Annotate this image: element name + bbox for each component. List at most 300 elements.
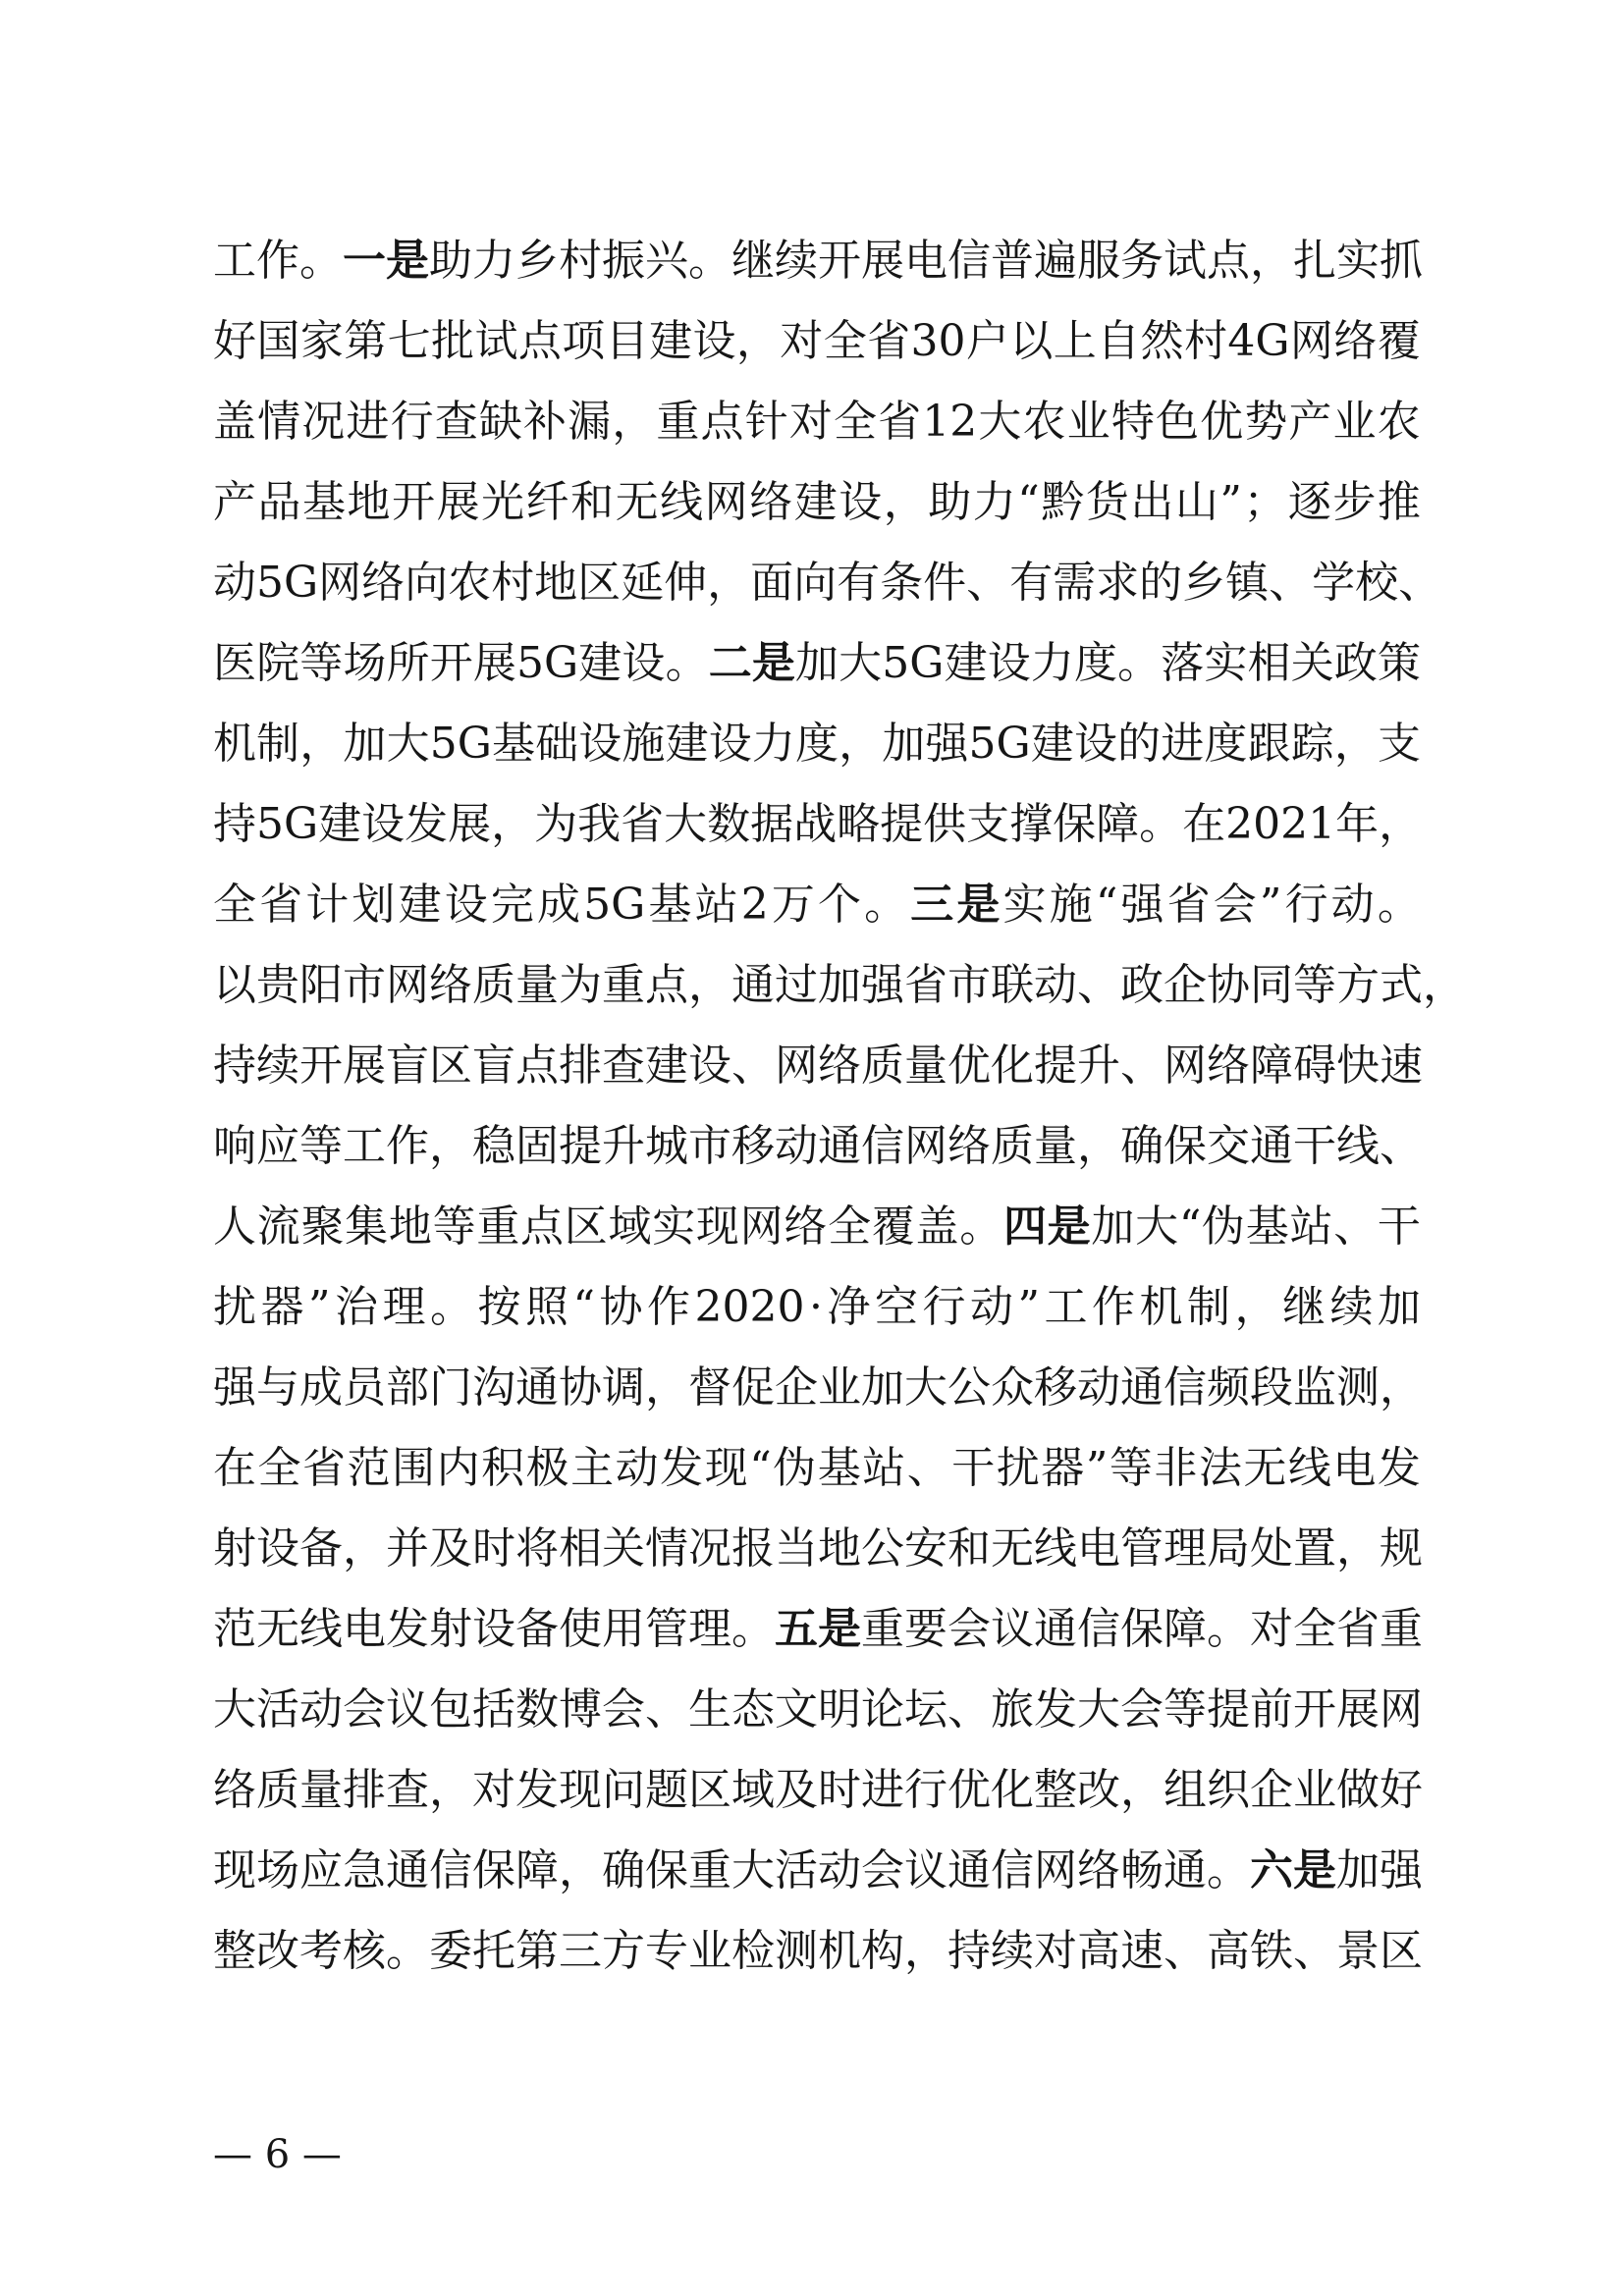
- text-char: 的: [1139, 558, 1183, 608]
- text-char: 基: [1245, 1201, 1289, 1252]
- text-char: 试: [1164, 236, 1207, 286]
- text-char: 障: [1164, 1604, 1207, 1654]
- text-char: 考: [299, 1926, 343, 1976]
- text-char: 遍: [1034, 236, 1077, 286]
- text-char: 动: [818, 1845, 861, 1896]
- text-char: 态: [731, 1684, 775, 1735]
- text-char: 地: [347, 477, 391, 527]
- text-char: 、: [906, 1443, 950, 1493]
- text-char: 政: [1333, 638, 1378, 688]
- text-char: 专: [645, 1926, 688, 1976]
- text-char: 。: [731, 1604, 775, 1654]
- text-char: 乡: [515, 236, 559, 286]
- text-char: 通: [515, 1362, 559, 1413]
- text-char: 七: [387, 316, 431, 366]
- text-char: 通: [1120, 1362, 1164, 1413]
- text-char: 动: [1077, 1362, 1120, 1413]
- text-char: 落: [1161, 638, 1205, 688]
- text-char: 优: [1200, 397, 1244, 447]
- text-char: 点: [520, 1201, 565, 1252]
- text-char: 户: [965, 316, 1009, 366]
- text-char: 业: [1293, 1765, 1336, 1815]
- text-char: 战: [793, 799, 838, 849]
- text-char: ”: [1259, 880, 1282, 930]
- text-char: 伸: [664, 558, 708, 608]
- text-char: 。: [1207, 1845, 1250, 1896]
- text-char: 构: [861, 1926, 904, 1976]
- text-char: 积: [481, 1443, 525, 1493]
- text-char: 制: [256, 719, 300, 769]
- text-char: 络: [947, 1121, 991, 1171]
- text-char: 大: [213, 1684, 256, 1735]
- text-char: ，: [343, 1523, 386, 1574]
- text-char: 质: [991, 1121, 1034, 1171]
- text-char: 确: [1120, 1121, 1164, 1171]
- text-char: 大: [1077, 1684, 1120, 1735]
- text-char: 检: [731, 1926, 775, 1976]
- text-char: 开: [392, 477, 436, 527]
- text-char: 域: [608, 1201, 652, 1252]
- text-char: 提: [1034, 1041, 1077, 1091]
- text-char: 应: [299, 1845, 343, 1896]
- text-char: 阳: [299, 960, 343, 1010]
- text-char: 理: [382, 1282, 426, 1332]
- text-char: 学: [1312, 558, 1356, 608]
- text-char: 持: [947, 1926, 991, 1976]
- text-char: 络: [361, 558, 406, 608]
- text-char: 等: [299, 638, 344, 688]
- text-char: 建: [793, 477, 838, 527]
- bold-heading-char: 是: [1047, 1201, 1091, 1252]
- text-char: 基: [302, 477, 347, 527]
- text-char: 测: [775, 1926, 818, 1976]
- text-char: ，: [612, 397, 656, 447]
- text-char: 全: [823, 316, 867, 366]
- text-char: 个: [817, 880, 861, 930]
- text-char: 使: [559, 1604, 602, 1654]
- text-char: 络: [818, 1041, 861, 1091]
- bold-heading-char: 是: [751, 638, 795, 688]
- text-char: 开: [818, 236, 861, 286]
- text-char: 继: [1281, 1282, 1326, 1332]
- text-char: 网: [1034, 1845, 1077, 1896]
- text-char: 省: [259, 880, 303, 930]
- text-char: 助: [928, 477, 972, 527]
- text-char: 前: [1250, 1684, 1293, 1735]
- text-char: 开: [1293, 1684, 1336, 1735]
- text-char: 发: [1034, 1684, 1077, 1735]
- text-char: 现: [213, 1845, 256, 1896]
- text-line: [213, 865, 1421, 945]
- text-char: 动: [969, 1282, 1013, 1332]
- text-char: 题: [645, 1765, 688, 1815]
- text-char: 线: [660, 477, 704, 527]
- text-char: 公: [861, 1523, 904, 1574]
- text-char: 时: [472, 1523, 515, 1574]
- text-char: 电: [1077, 1523, 1120, 1574]
- text-char: 发: [405, 799, 449, 849]
- text-char: 市: [947, 960, 991, 1010]
- text-char: 站: [1289, 1201, 1333, 1252]
- bold-heading-char: 是: [956, 880, 1001, 930]
- text-char: 现: [559, 1765, 602, 1815]
- text-char: 盖: [915, 1201, 959, 1252]
- text-char: 设: [361, 799, 406, 849]
- text-char: 省: [904, 960, 947, 1010]
- text-char: 等: [432, 1201, 476, 1252]
- text-char: 伪: [773, 1443, 817, 1493]
- text-char: 加: [861, 1362, 904, 1413]
- text-char: 工: [1044, 1282, 1088, 1332]
- text-char: 、: [1398, 558, 1442, 608]
- text-char: 强: [213, 1362, 256, 1413]
- text-line: [213, 1187, 1421, 1267]
- text-char: 议: [904, 1845, 947, 1896]
- text-char: 面: [750, 558, 794, 608]
- text-char: 需: [1053, 558, 1097, 608]
- text-char: 为: [559, 960, 602, 1010]
- text-char: 展: [343, 1041, 386, 1091]
- page-number: — 6 —: [213, 2132, 342, 2177]
- text-line: [213, 1831, 1421, 1911]
- text-char: 大: [978, 397, 1022, 447]
- text-char: 置: [1293, 1523, 1336, 1574]
- text-char: 况: [688, 1523, 731, 1574]
- text-char: 网: [1164, 1041, 1207, 1091]
- text-char: 力: [972, 477, 1016, 527]
- text-char: 围: [392, 1443, 436, 1493]
- text-line: [213, 623, 1421, 704]
- text-char: 高: [1077, 1926, 1120, 1976]
- text-char: 基: [817, 1443, 861, 1493]
- text-char: 设: [692, 316, 736, 366]
- text-char: 备: [299, 1523, 343, 1574]
- text-char: 、: [1269, 558, 1313, 608]
- text-char: 排: [343, 1765, 386, 1815]
- text-char: 数: [707, 799, 751, 849]
- text-char: 工: [343, 1121, 386, 1171]
- text-char: ；: [1243, 477, 1287, 527]
- text-char: 强: [1120, 880, 1164, 930]
- text-char: 站: [862, 1443, 906, 1493]
- text-char: 查: [386, 1765, 429, 1815]
- text-char: 重: [861, 1604, 904, 1654]
- text-char: 质: [861, 1041, 904, 1091]
- text-char: 建: [398, 880, 442, 930]
- text-char: 4G: [1227, 316, 1290, 366]
- text-char: 等: [1164, 1684, 1207, 1735]
- text-char: 关: [602, 1523, 645, 1574]
- text-char: 、: [1293, 1926, 1336, 1976]
- text-char: ，: [491, 799, 535, 849]
- text-char: 动: [1330, 880, 1375, 930]
- text-char: 协: [559, 1362, 602, 1413]
- text-char: 实: [1336, 236, 1380, 286]
- text-char: 第: [515, 1926, 559, 1976]
- text-char: 设: [256, 1523, 299, 1574]
- text-char: 查: [434, 397, 478, 447]
- text-char: 优: [947, 1041, 991, 1091]
- text-char: 改: [1077, 1765, 1120, 1815]
- text-char: 地: [818, 1523, 861, 1574]
- text-char: 据: [750, 799, 794, 849]
- text-char: 。: [959, 1201, 1003, 1252]
- text-line: [213, 1670, 1421, 1750]
- text-char: 内: [436, 1443, 480, 1493]
- text-char: 续: [1329, 1282, 1374, 1332]
- text-char: 、: [1380, 1121, 1423, 1171]
- text-char: 我: [577, 799, 622, 849]
- text-char: 范: [213, 1604, 256, 1654]
- text-char: 开: [299, 1041, 343, 1091]
- text-char: 区: [429, 1041, 472, 1091]
- text-char: 通: [386, 1845, 429, 1896]
- text-char: 通: [818, 1121, 861, 1171]
- text-char: 续: [256, 1041, 299, 1091]
- text-char: 聚: [300, 1201, 345, 1252]
- text-char: 部: [386, 1362, 429, 1413]
- text-char: “: [749, 1443, 772, 1493]
- text-char: 信: [429, 1845, 472, 1896]
- text-char: 作: [256, 236, 299, 286]
- text-char: 区: [564, 1201, 608, 1252]
- text-char: 核: [343, 1926, 386, 1976]
- text-char: 网: [739, 1201, 784, 1252]
- text-char: 情: [645, 1523, 688, 1574]
- text-char: 方: [602, 1926, 645, 1976]
- text-char: 信: [861, 1121, 904, 1171]
- text-char: 照: [525, 1282, 568, 1332]
- text-char: 通: [1164, 1845, 1207, 1896]
- text-char: 5G: [968, 719, 1031, 769]
- text-char: 础: [535, 719, 579, 769]
- text-char: 响: [213, 1121, 256, 1171]
- text-char: 高: [1207, 1926, 1250, 1976]
- text-char: 全: [828, 1201, 872, 1252]
- text-char: 保: [1164, 1121, 1207, 1171]
- text-char: 段: [1250, 1362, 1293, 1413]
- text-char: 无: [1243, 1443, 1287, 1493]
- text-char: 活: [775, 1845, 818, 1896]
- text-char: 人: [213, 1201, 256, 1252]
- text-char: 贵: [256, 960, 299, 1010]
- text-char: 业: [818, 1362, 861, 1413]
- text-char: 逐: [1287, 477, 1331, 527]
- text-char: 景: [1336, 1926, 1380, 1976]
- text-char: 质: [256, 1765, 299, 1815]
- text-char: 干: [1377, 1201, 1421, 1252]
- text-char: 计: [305, 880, 350, 930]
- text-char: 发: [386, 1604, 429, 1654]
- text-char: 质: [472, 960, 515, 1010]
- text-char: 针: [744, 397, 788, 447]
- text-char: 上: [1053, 316, 1097, 366]
- text-char: 对: [1034, 1926, 1077, 1976]
- text-char: 极: [525, 1443, 569, 1493]
- text-char: 净: [827, 1282, 871, 1332]
- text-char: 协: [1207, 960, 1250, 1010]
- text-char: 力: [1030, 638, 1074, 688]
- text-char: 量: [515, 960, 559, 1010]
- text-char: 主: [570, 1443, 615, 1493]
- bold-heading-char: 五: [775, 1604, 818, 1654]
- text-char: 点: [645, 960, 688, 1010]
- text-char: 助: [429, 236, 472, 286]
- text-char: ，: [559, 1845, 602, 1896]
- text-char: 市: [688, 1121, 731, 1171]
- text-char: 行: [390, 397, 434, 447]
- text-char: 万: [771, 880, 815, 930]
- text-char: ，: [1250, 236, 1293, 286]
- text-char: 问: [602, 1765, 645, 1815]
- text-line: [213, 462, 1421, 543]
- text-char: 有: [837, 558, 881, 608]
- text-char: 等: [1109, 1443, 1153, 1493]
- text-line: [213, 221, 1421, 301]
- text-char: 电: [343, 1604, 386, 1654]
- text-char: 强: [861, 960, 904, 1010]
- text-char: ，: [429, 1765, 472, 1815]
- text-char: 然: [1140, 316, 1184, 366]
- text-char: 器: [260, 1282, 304, 1332]
- text-char: 论: [861, 1684, 904, 1735]
- text-char: 当: [775, 1523, 818, 1574]
- text-char: 等: [1293, 960, 1336, 1010]
- text-char: 无: [991, 1523, 1034, 1574]
- text-char: 点: [1207, 236, 1250, 286]
- text-char: 线: [1287, 1443, 1331, 1493]
- text-char: 无: [256, 1604, 299, 1654]
- text-char: 院: [256, 638, 300, 688]
- text-char: 产: [1288, 397, 1332, 447]
- text-char: 场: [256, 1845, 299, 1896]
- text-char: 加: [1336, 1845, 1380, 1896]
- text-char: 会: [1120, 1684, 1164, 1735]
- text-char: 市: [343, 960, 386, 1010]
- text-char: 流: [256, 1201, 300, 1252]
- text-char: 踪: [1290, 719, 1334, 769]
- text-char: 重: [688, 1845, 731, 1896]
- text-char: 项: [562, 316, 606, 366]
- text-char: 抓: [1380, 236, 1423, 286]
- text-char: 量: [904, 1041, 947, 1091]
- text-char: 5G: [256, 558, 319, 608]
- text-char: 点: [700, 397, 744, 447]
- text-char: 网: [386, 960, 429, 1010]
- text-char: 情: [257, 397, 301, 447]
- text-char: 发: [660, 1443, 704, 1493]
- text-char: 在: [1182, 799, 1226, 849]
- text-char: 集: [345, 1201, 389, 1252]
- text-char: 制: [1186, 1282, 1230, 1332]
- text-char: 理: [688, 1604, 731, 1654]
- text-char: 与: [256, 1362, 299, 1413]
- text-char: 障: [515, 1845, 559, 1896]
- text-char: 加: [1091, 1201, 1135, 1252]
- text-char: 出: [1130, 477, 1174, 527]
- bold-heading-char: 一: [343, 236, 386, 286]
- text-char: ，: [707, 558, 751, 608]
- text-char: 步: [1332, 477, 1377, 527]
- text-char: 查: [602, 1041, 645, 1091]
- text-char: 展: [472, 638, 516, 688]
- text-char: ，: [1423, 960, 1466, 1010]
- text-char: 包: [429, 1684, 472, 1735]
- text-char: ，: [1379, 799, 1423, 849]
- text-char: 局: [1207, 1523, 1250, 1574]
- text-char: 持: [213, 1041, 256, 1091]
- text-char: 撑: [1009, 799, 1054, 849]
- text-char: 校: [1355, 558, 1399, 608]
- text-line: [213, 1106, 1421, 1187]
- text-char: 加: [343, 719, 387, 769]
- text-char: 博: [559, 1684, 602, 1735]
- text-line: [213, 382, 1421, 462]
- text-char: 略: [837, 799, 881, 849]
- text-char: 设: [622, 638, 666, 688]
- text-char: 实: [652, 1201, 696, 1252]
- text-char: 扰: [213, 1282, 256, 1332]
- text-char: 企: [1250, 1765, 1293, 1815]
- text-char: 成: [299, 1362, 343, 1413]
- text-char: 过: [775, 960, 818, 1010]
- text-char: 全: [257, 1443, 301, 1493]
- text-char: 纤: [525, 477, 569, 527]
- text-char: 推: [1377, 477, 1421, 527]
- text-char: ”: [1017, 1282, 1040, 1332]
- text-char: 、: [1333, 1201, 1378, 1252]
- text-char: 生: [688, 1684, 731, 1735]
- text-char: 优: [947, 1765, 991, 1815]
- text-char: 展: [1336, 1684, 1380, 1735]
- text-char: 络: [1077, 1845, 1120, 1896]
- text-char: 所: [386, 638, 430, 688]
- text-char: 器: [1041, 1443, 1085, 1493]
- text-char: 。: [386, 1926, 429, 1976]
- text-char: 等: [299, 1121, 343, 1171]
- text-char: 续: [991, 1926, 1034, 1976]
- text-char: 公: [947, 1362, 991, 1413]
- text-char: 络: [1333, 316, 1378, 366]
- text-char: 政: [1120, 960, 1164, 1010]
- text-char: 络: [749, 477, 793, 527]
- text-char: 企: [1164, 960, 1207, 1010]
- text-line: [213, 1267, 1421, 1348]
- text-char: 、: [731, 1041, 775, 1091]
- text-char: 速: [1120, 1926, 1164, 1976]
- text-char: 托: [472, 1926, 515, 1976]
- text-char: 及: [429, 1523, 472, 1574]
- text-char: 保: [1120, 1604, 1164, 1654]
- text-char: ，: [645, 1362, 688, 1413]
- text-char: 建: [1030, 719, 1074, 769]
- text-char: 加: [794, 638, 839, 688]
- text-line: [213, 784, 1421, 865]
- text-char: 有: [1009, 558, 1054, 608]
- text-char: 非: [1154, 1443, 1198, 1493]
- text-char: ，: [1380, 1362, 1423, 1413]
- text-char: ，: [688, 960, 731, 1010]
- text-char: 排: [559, 1041, 602, 1091]
- text-char: ”: [1085, 1443, 1109, 1493]
- text-char: 建: [645, 1041, 688, 1091]
- text-char: 光: [481, 477, 525, 527]
- text-char: 行: [904, 1765, 947, 1815]
- text-char: 行: [922, 1282, 966, 1332]
- text-char: 机: [818, 1926, 861, 1976]
- text-char: 实: [1002, 880, 1047, 930]
- text-char: 年: [1335, 799, 1380, 849]
